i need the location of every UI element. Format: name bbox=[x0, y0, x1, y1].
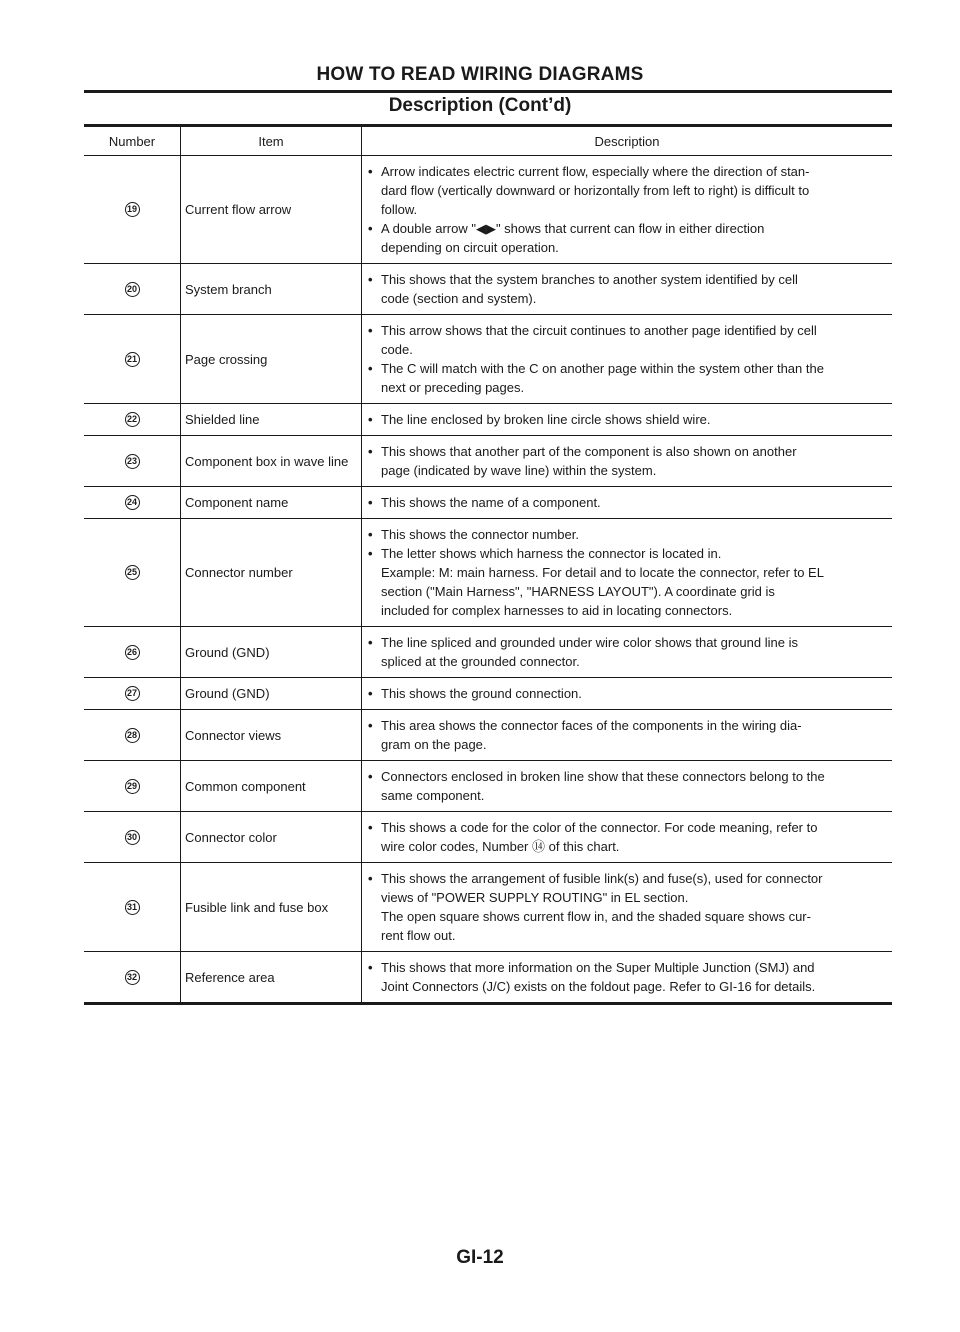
description-text: This shows that the system branches to another system identified by cell bbox=[381, 272, 798, 287]
header-number: Number bbox=[108, 133, 156, 149]
row-item: Connector views bbox=[180, 710, 361, 760]
bullet-dot-icon: • bbox=[368, 272, 373, 287]
circled-number: 26 bbox=[125, 645, 140, 660]
row-description bbox=[361, 519, 892, 626]
description-text: This shows the ground connection. bbox=[381, 686, 582, 701]
bullet-dot-icon: • bbox=[368, 361, 373, 376]
table-row bbox=[84, 156, 892, 264]
circled-number: 32 bbox=[125, 970, 140, 985]
description-line: wire color codes, Number ⑭ of this chart. bbox=[381, 839, 620, 854]
row-description bbox=[361, 156, 892, 263]
row-description bbox=[361, 627, 892, 677]
bullet-dot-icon: • bbox=[368, 221, 373, 236]
table-row bbox=[84, 315, 892, 404]
circled-number: 31 bbox=[125, 900, 140, 915]
description-bullet-line bbox=[368, 544, 884, 563]
table-row bbox=[84, 404, 892, 436]
circled-number: 22 bbox=[125, 412, 140, 427]
bullet-dot-icon: • bbox=[368, 960, 373, 975]
description-line: code. bbox=[381, 342, 413, 357]
row-description bbox=[361, 812, 892, 862]
bullet-dot-icon: • bbox=[368, 871, 373, 886]
description-line: views of "POWER SUPPLY ROUTING" in EL section. bbox=[381, 890, 689, 905]
description-text: The line enclosed by broken line circle shows shield wire. bbox=[381, 412, 711, 427]
row-number-cell bbox=[84, 678, 180, 709]
row-item: Component name bbox=[180, 487, 361, 518]
row-number-cell bbox=[84, 863, 180, 951]
bullet-dot-icon: • bbox=[368, 164, 373, 179]
description-text: This shows a code for the color of the connector. For code meaning, refer to bbox=[381, 820, 818, 835]
row-description bbox=[361, 952, 892, 1002]
circled-number: 28 bbox=[125, 728, 140, 743]
table-row bbox=[84, 863, 892, 952]
description-bullet-line bbox=[368, 633, 884, 652]
description-text: This shows that more information on the Super Multiple Junction (SMJ) and bbox=[381, 960, 815, 975]
row-description bbox=[361, 436, 892, 486]
table-row bbox=[84, 436, 892, 487]
row-item: Reference area bbox=[180, 952, 361, 1002]
description-line: rent flow out. bbox=[381, 928, 456, 943]
description-text: Connectors enclosed in broken line show that these connectors belong to the bbox=[381, 769, 825, 784]
page-title: HOW TO READ WIRING DIAGRAMS bbox=[316, 64, 644, 85]
description-bullet-line bbox=[368, 684, 884, 703]
circled-number: 25 bbox=[125, 565, 140, 580]
row-number-cell bbox=[84, 710, 180, 760]
table-row bbox=[84, 761, 892, 812]
table-header-row bbox=[84, 127, 892, 156]
header-description: Description bbox=[361, 127, 892, 155]
description-line: code (section and system). bbox=[381, 291, 537, 306]
row-description bbox=[361, 315, 892, 403]
bullet-dot-icon: • bbox=[368, 635, 373, 650]
header-item: Item bbox=[180, 127, 361, 155]
row-description bbox=[361, 863, 892, 951]
row-number-cell bbox=[84, 812, 180, 862]
description-text: Arrow indicates electric current flow, especially where the direction of stan- bbox=[381, 164, 810, 179]
description-line: depending on circuit operation. bbox=[381, 240, 559, 255]
description-text: This shows the arrangement of fusible link(s) and fuse(s), used for connector bbox=[381, 871, 823, 886]
description-text: This arrow shows that the circuit continues to another page identified by cell bbox=[381, 323, 817, 338]
description-line: page (indicated by wave line) within the system. bbox=[381, 463, 657, 478]
row-description bbox=[361, 264, 892, 314]
row-number-cell bbox=[84, 264, 180, 314]
table-row bbox=[84, 952, 892, 1005]
table-row bbox=[84, 627, 892, 678]
bullet-dot-icon: • bbox=[368, 546, 373, 561]
circled-number: 24 bbox=[125, 495, 140, 510]
circled-number: 20 bbox=[125, 282, 140, 297]
description-text: This shows that another part of the component is also shown on another bbox=[381, 444, 797, 459]
bullet-dot-icon: • bbox=[368, 527, 373, 542]
circled-number: 29 bbox=[125, 779, 140, 794]
description-bullet-line bbox=[368, 767, 884, 786]
description-text: This shows the name of a component. bbox=[381, 495, 601, 510]
description-text: This area shows the connector faces of the components in the wiring dia- bbox=[381, 718, 802, 733]
table-body bbox=[84, 156, 892, 1005]
description-text: The C will match with the C on another page within the system other than the bbox=[381, 361, 824, 376]
row-item: Current flow arrow bbox=[180, 156, 361, 263]
row-number-cell bbox=[84, 519, 180, 626]
description-text: The line spliced and grounded under wire color shows that ground line is bbox=[381, 635, 798, 650]
row-description bbox=[361, 710, 892, 760]
row-description bbox=[361, 678, 892, 709]
description-text: The letter shows which harness the connector is located in. bbox=[381, 546, 722, 561]
page-subtitle: Description (Cont’d) bbox=[388, 95, 572, 116]
table-row bbox=[84, 519, 892, 627]
description-line: follow. bbox=[381, 202, 418, 217]
description-line: gram on the page. bbox=[381, 737, 487, 752]
bullet-dot-icon: • bbox=[368, 444, 373, 459]
description-bullet-line bbox=[368, 493, 884, 512]
bullet-dot-icon: • bbox=[368, 686, 373, 701]
description-line: spliced at the grounded connector. bbox=[381, 654, 580, 669]
bullet-dot-icon: • bbox=[368, 495, 373, 510]
circled-number: 23 bbox=[125, 454, 140, 469]
row-item: Common component bbox=[180, 761, 361, 811]
description-bullet-line bbox=[368, 818, 884, 837]
description-bullet-line bbox=[368, 359, 884, 378]
description-table bbox=[84, 127, 892, 1005]
page-number: GI-12 bbox=[456, 1247, 504, 1268]
description-line: Joint Connectors (J/C) exists on the foldout page. Refer to GI-16 for details. bbox=[381, 979, 816, 994]
row-number-cell bbox=[84, 952, 180, 1002]
description-bullet-line bbox=[368, 162, 884, 181]
circled-number: 27 bbox=[125, 686, 140, 701]
row-number-cell bbox=[84, 627, 180, 677]
description-bullet-line bbox=[368, 869, 884, 888]
table-row bbox=[84, 264, 892, 315]
row-description bbox=[361, 761, 892, 811]
row-item: Shielded line bbox=[180, 404, 361, 435]
description-line: Example: M: main harness. For detail and to locate the connector, refer to EL bbox=[381, 565, 824, 580]
description-line: next or preceding pages. bbox=[381, 380, 525, 395]
description-line: The open square shows current flow in, and the shaded square shows cur- bbox=[381, 909, 811, 924]
table-row bbox=[84, 678, 892, 710]
circled-number: 30 bbox=[125, 830, 140, 845]
row-item: Fusible link and fuse box bbox=[180, 863, 361, 951]
row-number-cell bbox=[84, 436, 180, 486]
table-row bbox=[84, 487, 892, 519]
row-number-cell bbox=[84, 487, 180, 518]
description-bullet-line bbox=[368, 958, 884, 977]
circled-number: 19 bbox=[125, 202, 140, 217]
description-bullet-line bbox=[368, 410, 884, 429]
description-line: same component. bbox=[381, 788, 485, 803]
description-bullet-line bbox=[368, 321, 884, 340]
table-row bbox=[84, 710, 892, 761]
bullet-dot-icon: • bbox=[368, 820, 373, 835]
description-line: section ("Main Harness", "HARNESS LAYOUT"). A coordinate grid is bbox=[381, 584, 775, 599]
description-line: dard flow (vertically downward or horizontally from left to right) is difficult to bbox=[381, 183, 810, 198]
description-bullet-line bbox=[368, 270, 884, 289]
description-text: A double arrow "◀▶" shows that current can flow in either direction bbox=[381, 221, 765, 236]
bullet-dot-icon: • bbox=[368, 769, 373, 784]
row-description bbox=[361, 404, 892, 435]
row-number-cell bbox=[84, 156, 180, 263]
bullet-dot-icon: • bbox=[368, 412, 373, 427]
row-description bbox=[361, 487, 892, 518]
bullet-dot-icon: • bbox=[368, 323, 373, 338]
row-number-cell bbox=[84, 315, 180, 403]
table-row bbox=[84, 812, 892, 863]
row-item: Connector number bbox=[180, 519, 361, 626]
row-item: Connector color bbox=[180, 812, 361, 862]
description-text: This shows the connector number. bbox=[381, 527, 579, 542]
row-item: Page crossing bbox=[180, 315, 361, 403]
circled-number: 21 bbox=[125, 352, 140, 367]
title-rule bbox=[84, 90, 892, 93]
row-number-cell bbox=[84, 404, 180, 435]
row-item: Ground (GND) bbox=[180, 627, 361, 677]
row-item: Ground (GND) bbox=[180, 678, 361, 709]
description-bullet-line bbox=[368, 442, 884, 461]
description-bullet-line bbox=[368, 716, 884, 735]
row-item: System branch bbox=[180, 264, 361, 314]
row-number-cell bbox=[84, 761, 180, 811]
description-bullet-line bbox=[368, 219, 884, 238]
row-item: Component box in wave line bbox=[180, 436, 361, 486]
description-line: included for complex harnesses to aid in locating connectors. bbox=[381, 603, 733, 618]
bullet-dot-icon: • bbox=[368, 718, 373, 733]
description-bullet-line bbox=[368, 525, 884, 544]
